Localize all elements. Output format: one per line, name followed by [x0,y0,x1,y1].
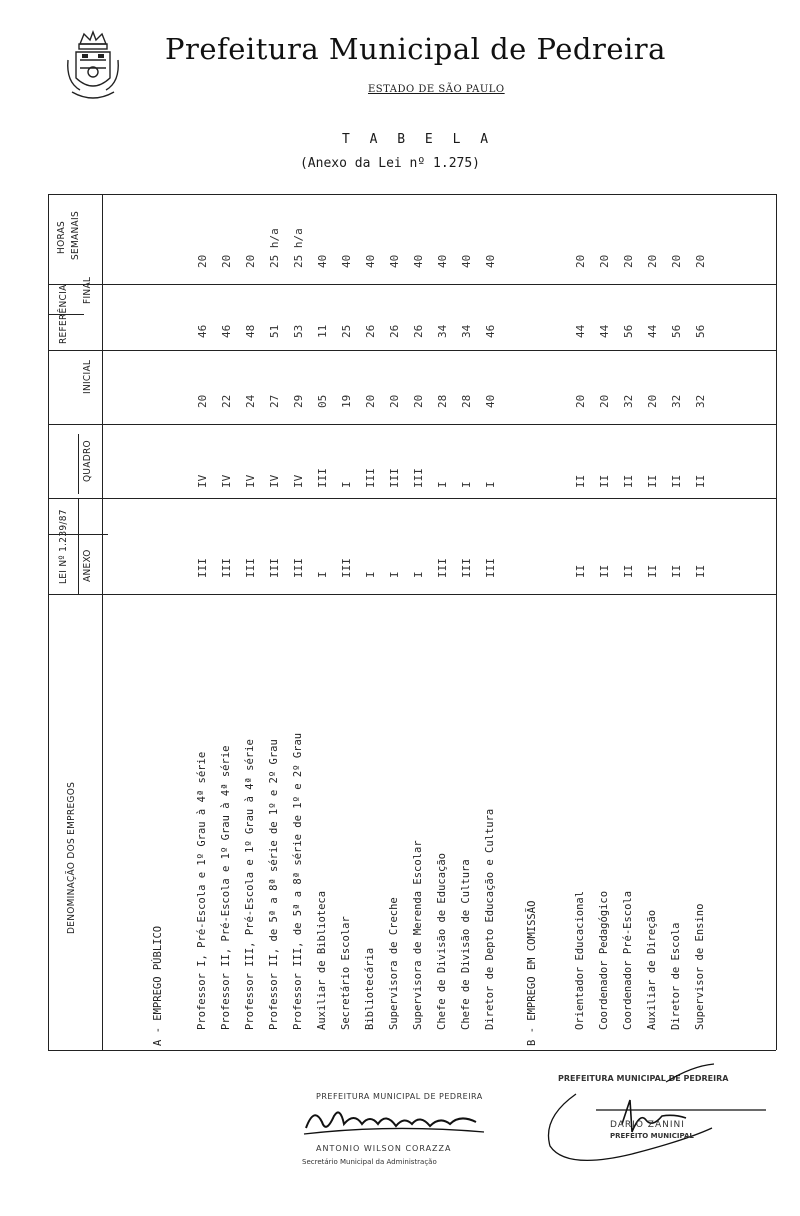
cell-anexo: II [598,564,611,578]
cell-emprego-name: Coordenador Pré-Escola [622,890,634,1030]
cell-emprego-name: Chefe de Divisão de Educação [436,852,448,1030]
cell-quadro: II [622,474,635,488]
section-b-label: B - EMPREGO EM COMISSÃO [526,900,538,1046]
cell-anexo: III [460,558,473,578]
cell-inicial: 24 [244,394,257,408]
cell-anexo: II [574,564,587,578]
cell-inicial: 32 [670,394,683,408]
law-annex-note: (Anexo da Lei nº 1.275) [299,156,480,171]
cell-horas: 40 [388,254,401,268]
cell-inicial: 40 [484,394,497,408]
cell-inicial: 20 [574,394,587,408]
cell-horas: 20 [574,254,587,268]
cell-anexo: III [436,558,449,578]
cell-horas: 25 h/a [292,228,305,268]
cell-emprego-name: Diretor de Escola [670,922,682,1030]
cell-emprego-name: Coordenador Pedagógico [598,890,610,1030]
cell-inicial: 20 [646,394,659,408]
cell-inicial: 20 [364,394,377,408]
document-title: Prefeitura Municipal de Pedreira [165,32,666,66]
cell-horas: 20 [244,254,257,268]
cell-emprego-name: Orientador Educacional [574,890,586,1030]
cell-quadro: II [598,474,611,488]
right-signer-name: DARIO ZANINI [610,1120,685,1130]
cell-anexo: I [364,571,377,578]
cell-final: 46 [196,324,209,338]
cell-quadro: IV [220,474,233,488]
cell-final: 51 [268,324,281,338]
cell-final: 44 [646,324,659,338]
table-heading: T A B E L A [341,132,495,147]
cell-emprego-name: Professor II, de 5ª a 8ª série de 1º e 2º Grau [268,739,280,1030]
cell-horas: 20 [646,254,659,268]
cell-final: 48 [244,324,257,338]
cell-final: 34 [460,324,473,338]
cell-final: 26 [388,324,401,338]
handwritten-signature-right [536,1058,772,1178]
cell-inicial: 20 [196,394,209,408]
cell-emprego-name: Chefe de Divisão de Cultura [460,859,472,1030]
cell-anexo: I [412,571,425,578]
cell-emprego-name: Auxiliar de Direção [646,909,658,1030]
cell-quadro: IV [196,474,209,488]
cell-emprego-name: Diretor de Depto Educação e Cultura [484,808,496,1030]
cell-quadro: I [484,481,497,488]
coat-of-arms-icon [64,30,122,106]
handwritten-signature-left [300,1102,490,1142]
left-stamp-text: PREFEITURA MUNICIPAL DE PEDREIRA [316,1092,483,1101]
cell-anexo: I [388,571,401,578]
right-stamp-text: PREFEITURA MUNICIPAL DE PEDREIRA [558,1074,729,1083]
cell-quadro: III [316,468,329,488]
cell-inicial: 27 [268,394,281,408]
cell-horas: 40 [484,254,497,268]
cell-final: 46 [220,324,233,338]
cell-quadro: I [436,481,449,488]
cell-final: 34 [436,324,449,338]
cell-anexo: II [694,564,707,578]
cell-final: 11 [316,324,329,338]
header-anexo: ANEXO [82,549,93,582]
cell-anexo: II [646,564,659,578]
cell-inicial: 28 [436,394,449,408]
cell-anexo: III [292,558,305,578]
cell-anexo: I [316,571,329,578]
cell-emprego-name: Professor III, Pré-Escola e 1º Grau à 4ª série [244,739,256,1030]
cell-inicial: 20 [388,394,401,408]
cell-horas: 20 [196,254,209,268]
cell-final: 53 [292,324,305,338]
cell-horas: 25 h/a [268,228,281,268]
cell-quadro: IV [268,474,281,488]
state-subtitle: ESTADO DE SÃO PAULO [368,84,505,95]
cell-quadro: II [646,474,659,488]
cell-horas: 40 [412,254,425,268]
right-signer-role: PREFEITO MUNICIPAL [610,1132,694,1140]
cell-emprego-name: Supervisora de Merenda Escolar [412,840,424,1030]
cell-final: 26 [364,324,377,338]
cell-inicial: 32 [622,394,635,408]
cell-final: 56 [694,324,707,338]
cell-quadro: III [412,468,425,488]
cell-horas: 20 [220,254,233,268]
header-inicial: INICIAL [82,359,93,394]
cell-emprego-name: Professor I, Pré-Escola e 1º Grau à 4ª série [196,751,208,1030]
cell-anexo: III [484,558,497,578]
cell-final: 44 [574,324,587,338]
header-lei: LEI Nº 1.239/87 [58,509,69,584]
cell-quadro: III [388,468,401,488]
cell-final: 26 [412,324,425,338]
signature-block-left [300,1088,500,1178]
cell-emprego-name: Supervisora de Creche [388,897,400,1030]
left-signer-role: Secretário Municipal da Administração [302,1158,437,1166]
cell-horas: 20 [598,254,611,268]
cell-emprego-name: Professor II, Pré-Escola e 1º Grau à 4ª série [220,745,232,1030]
cell-quadro: I [340,481,353,488]
cell-anexo: III [196,558,209,578]
cell-horas: 20 [694,254,707,268]
cell-quadro: II [670,474,683,488]
cell-horas: 40 [436,254,449,268]
cell-final: 56 [622,324,635,338]
cell-final: 44 [598,324,611,338]
cell-quadro: III [364,468,377,488]
cell-horas: 40 [340,254,353,268]
employment-table [48,194,776,1050]
cell-horas: 40 [460,254,473,268]
header-referencia: REFERÊNCIA [58,284,69,344]
cell-horas: 20 [622,254,635,268]
signature-block-right [536,1058,772,1178]
cell-inicial: 19 [340,394,353,408]
cell-anexo: III [340,558,353,578]
cell-inicial: 22 [220,394,233,408]
cell-quadro: II [574,474,587,488]
cell-emprego-name: Professor III, de 5ª a 8ª série de 1º e 2º Grau [292,732,304,1030]
cell-inicial: 05 [316,394,329,408]
left-signer-name: ANTONIO WILSON CORAZZA [316,1144,452,1153]
cell-emprego-name: Auxiliar de Biblioteca [316,890,328,1030]
header-denominacao: DENOMINAÇÃO DOS EMPREGOS [66,781,77,934]
cell-emprego-name: Secretário Escolar [340,916,352,1030]
cell-anexo: III [220,558,233,578]
cell-inicial: 20 [412,394,425,408]
cell-emprego-name: Supervisor de Ensino [694,903,706,1030]
cell-inicial: 20 [598,394,611,408]
section-a-label: A - EMPREGO PÚBLICO [152,925,164,1046]
header-horas: HORAS [56,220,67,254]
cell-horas: 20 [670,254,683,268]
header-quadro: QUADRO [82,440,93,482]
cell-anexo: III [268,558,281,578]
cell-horas: 40 [364,254,377,268]
cell-inicial: 29 [292,394,305,408]
cell-quadro: I [460,481,473,488]
cell-final: 56 [670,324,683,338]
cell-horas: 40 [316,254,329,268]
header-semanais: SEMANAIS [70,211,81,260]
cell-quadro: II [694,474,707,488]
cell-final: 25 [340,324,353,338]
cell-anexo: II [622,564,635,578]
cell-anexo: II [670,564,683,578]
cell-anexo: III [244,558,257,578]
cell-inicial: 28 [460,394,473,408]
cell-emprego-name: Bibliotecária [364,947,376,1030]
cell-quadro: IV [292,474,305,488]
cell-inicial: 32 [694,394,707,408]
cell-quadro: IV [244,474,257,488]
cell-final: 46 [484,324,497,338]
header-final: FINAL [82,276,93,304]
